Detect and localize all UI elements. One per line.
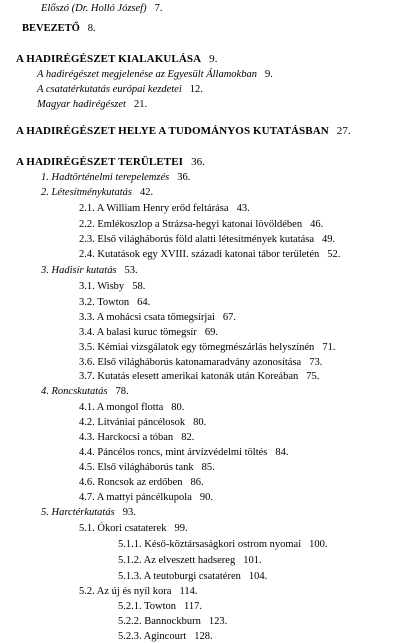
- toc-entry-page: 43.: [236, 203, 250, 214]
- toc-entry: [118, 615, 227, 628]
- toc-entry-title: A hadirégészet megjelenése az Egyesült Államokban: [37, 69, 257, 80]
- toc-entry: [79, 476, 204, 489]
- toc-entry: [79, 585, 197, 598]
- toc-entry-title: A HADIRÉGÉSZET KIALAKULÁSA: [16, 53, 202, 65]
- toc-entry-title: A mattyi páncélkupola: [96, 492, 192, 503]
- toc-entry-title: Előszó (Dr. Holló József): [41, 3, 147, 14]
- toc-entry: [41, 506, 136, 519]
- toc-entry: [79, 202, 250, 215]
- toc-entry: [79, 416, 206, 429]
- toc-entry: [79, 370, 319, 383]
- toc-entry: [79, 461, 215, 474]
- toc-entry: [118, 554, 262, 567]
- toc-entry-number: 3.4.: [79, 327, 95, 338]
- toc-entry-number: 3.2.: [79, 297, 95, 308]
- toc-entry-page: 49.: [322, 234, 336, 245]
- toc-entry-page: 84.: [275, 447, 289, 458]
- toc-entry: [79, 218, 323, 231]
- toc-entry-number: 4.6.: [79, 477, 95, 488]
- toc-entry: [16, 53, 218, 66]
- toc-entry: [79, 401, 184, 414]
- toc-entry: [79, 296, 150, 309]
- toc-entry-number: 5.1.2.: [118, 555, 142, 566]
- toc-entry-title: Roncskutatás: [51, 386, 108, 397]
- toc-entry-number: 2.3.: [79, 234, 95, 245]
- toc-entry: [79, 248, 340, 261]
- toc-entry: [79, 522, 188, 535]
- toc-entry-number: 3.7.: [79, 371, 95, 382]
- toc-entry: [41, 171, 190, 184]
- toc-entry-number: 5.1.3.: [118, 571, 142, 582]
- toc-entry-title: Hadisír kutatás: [51, 265, 117, 276]
- toc-entry: [118, 538, 328, 551]
- toc-entry-number: 4.5.: [79, 462, 95, 473]
- toc-entry-title: Towton: [97, 297, 130, 308]
- toc-entry-page: 46.: [310, 219, 324, 230]
- toc-entry-page: 80.: [193, 417, 207, 428]
- toc-entry: [79, 356, 322, 369]
- toc-entry-number: 4.2.: [79, 417, 95, 428]
- toc-entry: [118, 600, 202, 613]
- toc-entry-title: Hadtörténelmi terepelemzés: [51, 172, 170, 183]
- toc-entry-title: Towton: [144, 601, 176, 612]
- toc-entry: [79, 311, 236, 324]
- toc-entry-title: Ókori csataterek: [97, 523, 167, 534]
- toc-entry: [79, 491, 213, 504]
- toc-entry-title: Bannockburn: [144, 616, 201, 627]
- toc-entry-title: Első világháborús tank: [97, 462, 194, 473]
- toc-entry-page: 42.: [139, 187, 154, 198]
- toc-entry-title: Agincourt: [143, 631, 187, 642]
- toc-entry-number: 4.: [41, 386, 49, 397]
- toc-entry-number: 2.: [41, 187, 49, 198]
- toc-entry-page: 100.: [309, 539, 328, 550]
- toc-entry-title: Harctérkutatás: [51, 507, 115, 518]
- toc-entry-title: Magyar hadirégészet: [37, 99, 126, 110]
- toc-entry-page: 67.: [222, 312, 237, 323]
- toc-entry-page: 117.: [184, 601, 202, 612]
- toc-entry-number: 3.6.: [79, 357, 95, 368]
- toc-entry: [37, 98, 147, 111]
- toc-entry-page: 80.: [171, 402, 185, 413]
- toc-entry: [79, 431, 194, 444]
- toc-entry-number: 2.4.: [79, 249, 95, 260]
- toc-entry-page: 8.: [87, 23, 96, 34]
- toc-entry-page: 36.: [191, 156, 206, 168]
- toc-entry-page: 90.: [199, 492, 213, 503]
- toc-entry: [41, 2, 162, 15]
- toc-entry: [16, 125, 351, 138]
- toc-entry: [79, 341, 335, 354]
- toc-entry: [22, 22, 96, 35]
- toc-entry-title: Az elveszett hadsereg: [143, 555, 236, 566]
- toc-entry-page: 85.: [201, 462, 215, 473]
- toc-entry-page: 86.: [190, 477, 204, 488]
- toc-entry: [16, 156, 205, 169]
- toc-entry-title: A csatatérkutatás európai kezdetei: [37, 84, 182, 95]
- toc-entry-number: 2.1.: [79, 203, 95, 214]
- toc-entry-title: Harckocsi a tóban: [97, 432, 174, 443]
- toc-entry-title: A teutoburgi csatatéren: [143, 571, 241, 582]
- toc-entry-title: A mohácsi csata tömegsírjai: [96, 312, 215, 323]
- toc-entry-number: 2.2.: [79, 219, 95, 230]
- toc-entry-title: Emlékoszlop a Strázsa-hegyi katonai lövöldében: [97, 219, 303, 230]
- toc-entry-page: 69.: [204, 327, 218, 338]
- toc-entry-title: Létesítménykutatás: [51, 187, 132, 198]
- toc-entry-page: 7.: [154, 3, 163, 14]
- toc-entry-title: BEVEZETŐ: [22, 23, 80, 34]
- toc-entry: [41, 186, 153, 199]
- toc-entry-page: 99.: [174, 523, 188, 534]
- toc-entry-number: 4.7.: [79, 492, 95, 503]
- toc-entry-page: 78.: [115, 386, 129, 397]
- toc-entry: [79, 280, 145, 293]
- toc-entry-title: A HADIRÉGÉSZET HELYE A TUDOMÁNYOS KUTATÁSBAN: [16, 125, 329, 137]
- toc-entry-page: 12.: [189, 84, 203, 95]
- toc-entry-number: 5.1.: [79, 523, 95, 534]
- toc-entry: [41, 264, 138, 277]
- toc-entry-title: Páncélos roncs, mint árvízvédelmi töltés: [97, 447, 268, 458]
- toc-entry: [37, 68, 273, 81]
- toc-entry-number: 5.2.3.: [118, 631, 142, 642]
- toc-entry-title: Első világháborús katonamaradvány azonosítása: [97, 357, 302, 368]
- toc-entry-title: Roncsok az erdőben: [97, 477, 183, 488]
- toc-entry-title: Az új és nyíl kora: [96, 586, 172, 597]
- toc-entry-page: 53.: [124, 265, 138, 276]
- toc-entry-title: A balasi kuruc tömegsír: [96, 327, 197, 338]
- toc-entry-title: Késő-köztársaságkori ostrom nyomai: [144, 539, 302, 550]
- toc-entry-page: 73.: [309, 357, 323, 368]
- toc-entry-page: 52.: [327, 249, 341, 260]
- toc-entry-number: 3.1.: [79, 281, 95, 292]
- toc-entry: [118, 570, 267, 583]
- toc-entry-number: 1.: [41, 172, 49, 183]
- toc-entry-title: Első világháborús föld alatti létesítmények kutatása: [97, 234, 315, 245]
- toc-entry-number: 5.: [41, 507, 49, 518]
- toc-entry-page: 128.: [194, 631, 213, 642]
- toc-entry-number: 3.: [41, 265, 49, 276]
- toc-entry-page: 27.: [336, 125, 351, 137]
- toc-entry-page: 58.: [132, 281, 146, 292]
- toc-entry: [118, 630, 213, 643]
- toc-entry-page: 82.: [181, 432, 195, 443]
- toc-entry-title: Kutatás elesett amerikai katonák után Koreában: [97, 371, 299, 382]
- toc-entry-number: 5.1.1.: [118, 539, 142, 550]
- toc-entry-title: Litvániai páncélosok: [97, 417, 186, 428]
- toc-entry: [41, 385, 129, 398]
- toc-entry-page: 104.: [248, 571, 268, 582]
- toc-entry: [37, 83, 203, 96]
- toc-entry: [79, 233, 335, 246]
- toc-entry-number: 4.4.: [79, 447, 95, 458]
- toc-entry-page: 75.: [306, 371, 320, 382]
- toc-entry-number: 3.3.: [79, 312, 95, 323]
- toc-entry-number: 3.5.: [79, 342, 95, 353]
- toc-entry-page: 9.: [209, 53, 218, 65]
- toc-entry-page: 93.: [122, 507, 136, 518]
- toc-entry-title: A HADIRÉGÉSZET TERÜLETEI: [16, 156, 184, 168]
- toc-entry-page: 114.: [179, 586, 198, 597]
- toc-entry-title: Kutatások egy XVIII. századi katonai tábor területén: [97, 249, 320, 260]
- toc-entry-page: 9.: [264, 69, 273, 80]
- toc-entry-number: 4.3.: [79, 432, 95, 443]
- toc-entry-title: A mongol flotta: [96, 402, 164, 413]
- toc-entry-page: 71.: [322, 342, 336, 353]
- toc-entry-page: 101.: [243, 555, 262, 566]
- toc-entry: [79, 326, 218, 339]
- toc-entry-number: 5.2.: [79, 586, 95, 597]
- toc-entry: [79, 446, 289, 459]
- toc-entry-page: 36.: [177, 172, 191, 183]
- toc-entry-title: Kémiai vizsgálatok egy tömegmészárlás helyszínén: [97, 342, 315, 353]
- toc-entry-page: 123.: [208, 616, 228, 627]
- toc-entry-number: 5.2.1.: [118, 601, 142, 612]
- toc-entry-number: 4.1.: [79, 402, 95, 413]
- toc-entry-page: 64.: [137, 297, 151, 308]
- toc-entry-title: A William Henry erőd feltárása: [96, 203, 229, 214]
- toc-entry-title: Wisby: [97, 281, 125, 292]
- toc-entry-page: 21.: [133, 99, 148, 110]
- toc-entry-number: 5.2.2.: [118, 616, 142, 627]
